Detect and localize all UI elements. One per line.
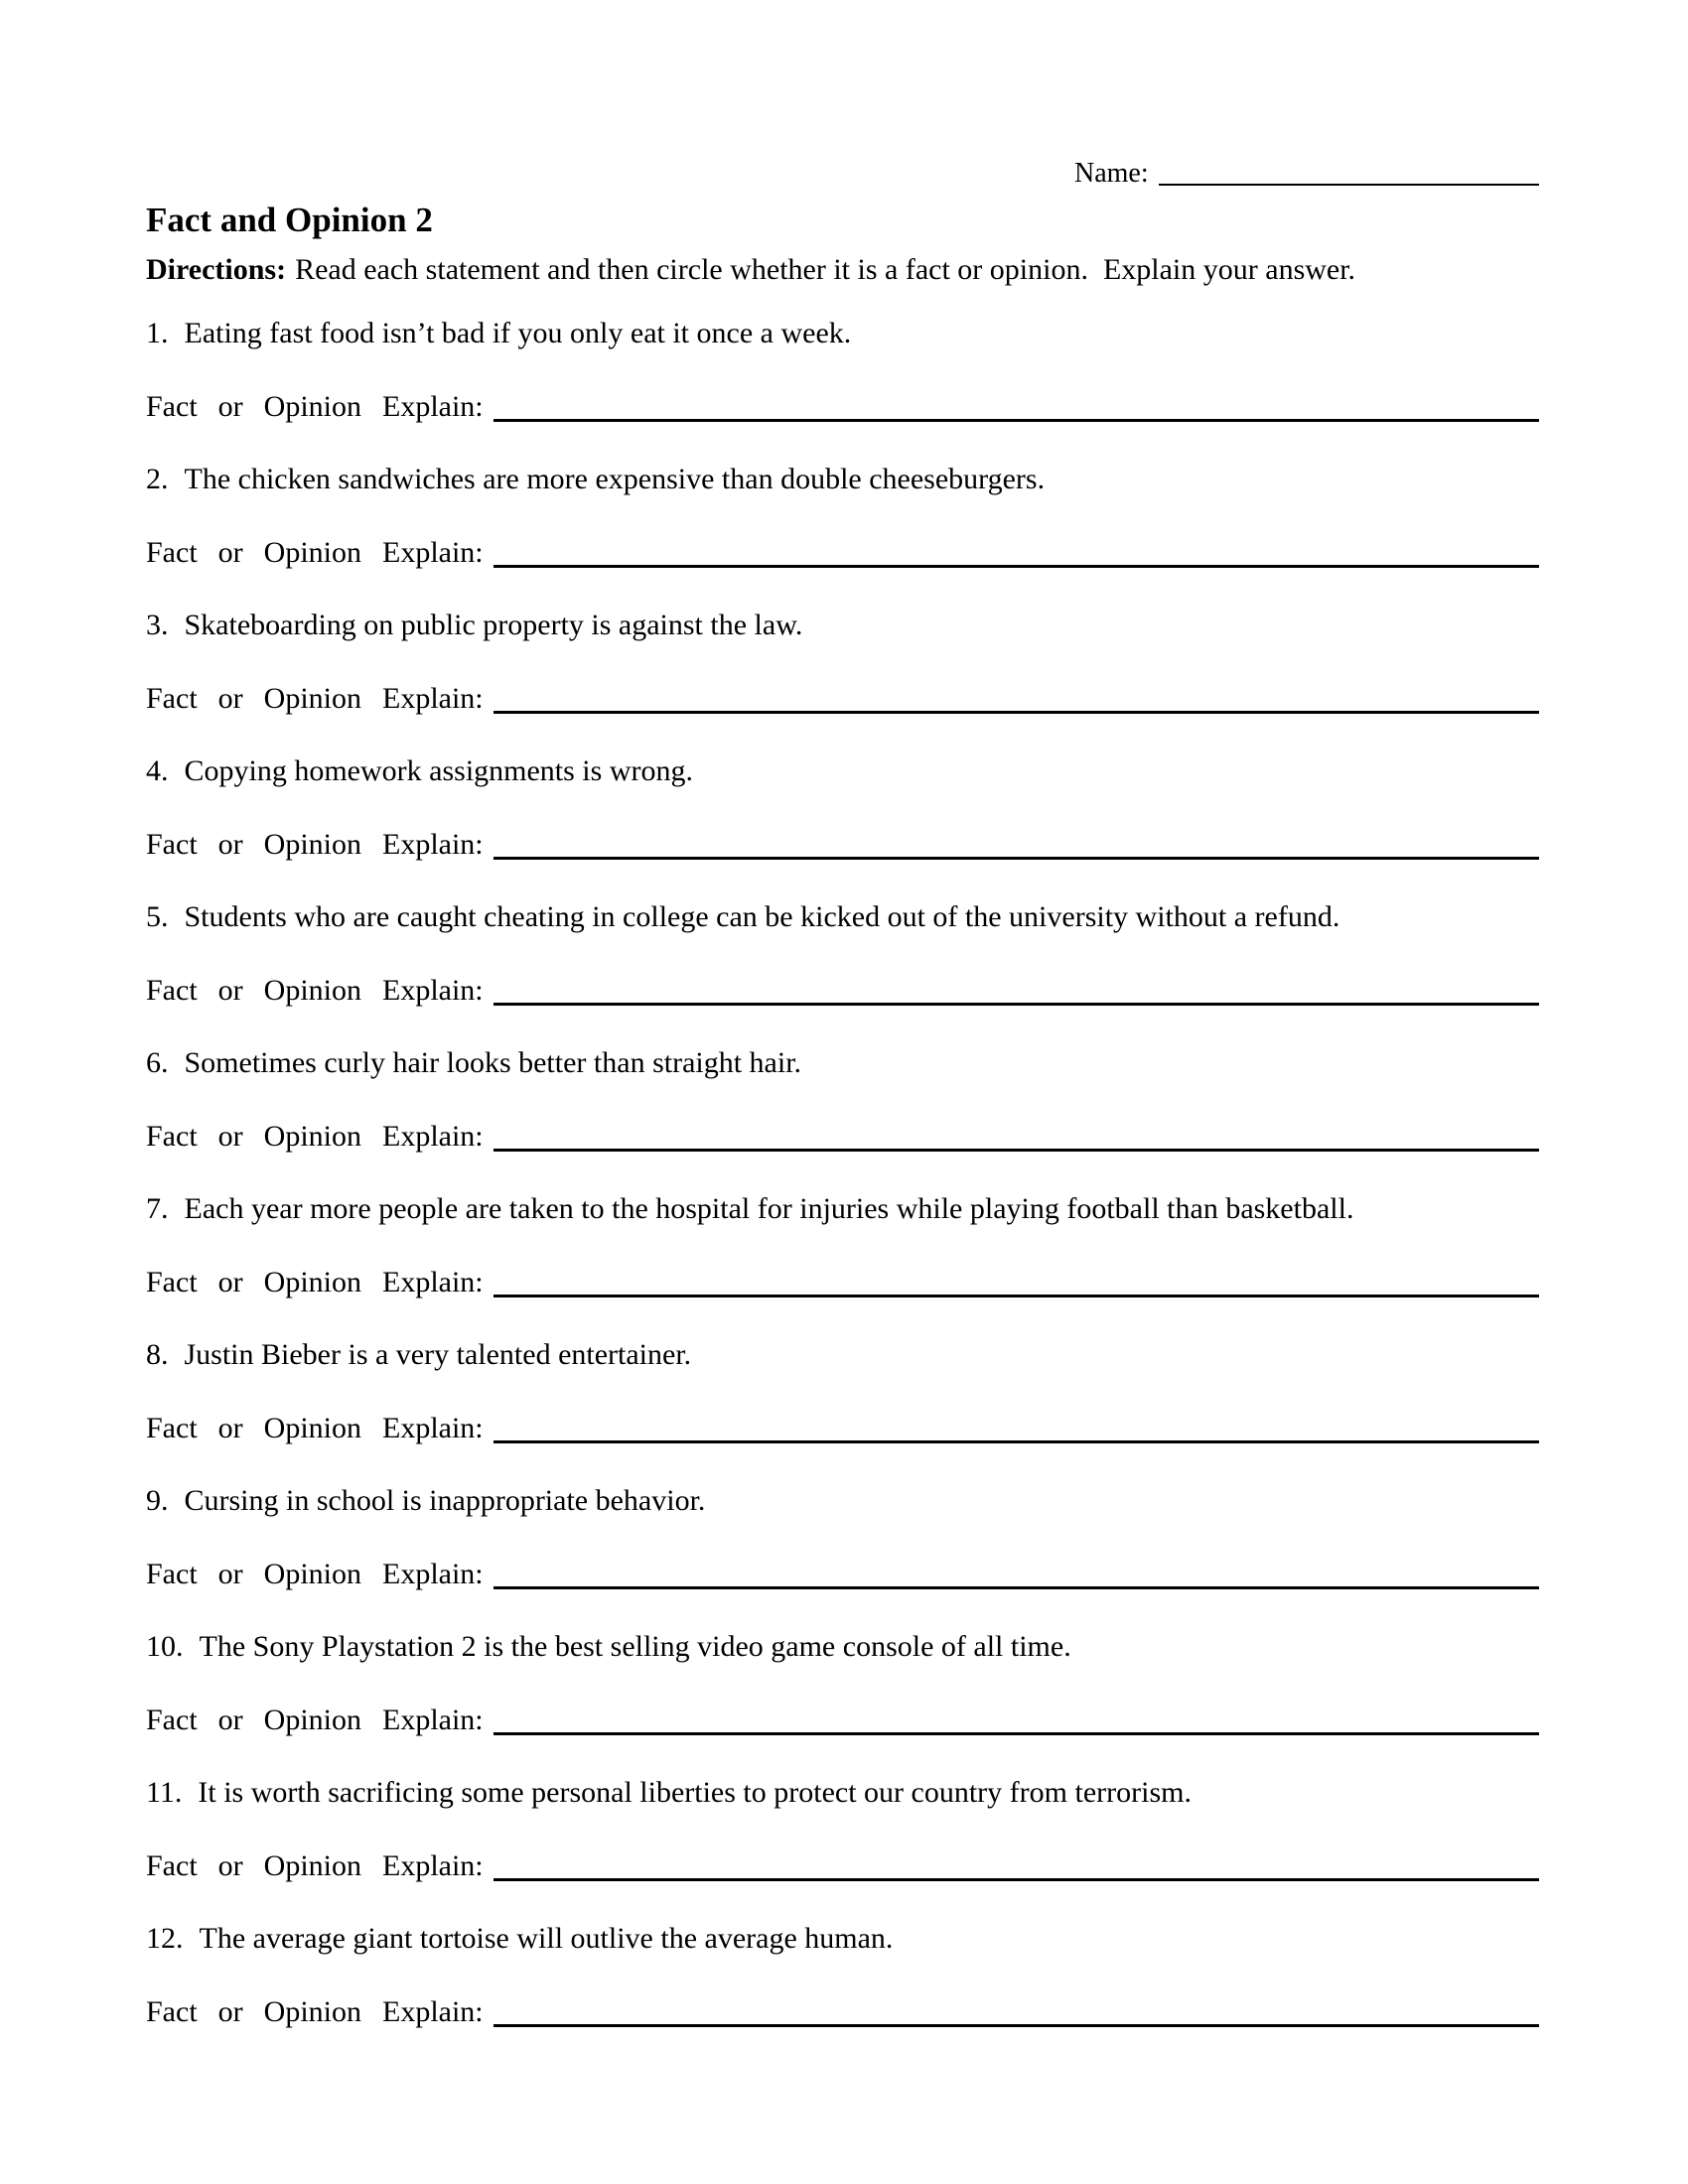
- directions-label: Directions:: [146, 253, 287, 286]
- opinion-choice[interactable]: Opinion: [263, 1704, 361, 1736]
- question-text: Skateboarding on public property is against the law.: [184, 609, 803, 641]
- question-item-7: [146, 1191, 1539, 1300]
- name-row: [1074, 157, 1539, 191]
- fact-choice[interactable]: Fact: [146, 390, 198, 423]
- answer-row: [146, 681, 1539, 717]
- question-number: 4.: [146, 754, 169, 787]
- question-statement: [146, 608, 1539, 643]
- question-item-1: [146, 316, 1539, 425]
- question-item-8: [146, 1337, 1539, 1446]
- question-statement: [146, 899, 1539, 935]
- answer-row: [146, 1265, 1539, 1300]
- opinion-choice[interactable]: Opinion: [263, 1412, 361, 1444]
- question-item-2: [146, 462, 1539, 571]
- fact-choice[interactable]: Fact: [146, 1704, 198, 1736]
- question-text: Copying homework assignments is wrong.: [184, 754, 693, 787]
- question-number: 5.: [146, 900, 169, 933]
- question-item-6: [146, 1045, 1539, 1155]
- fact-choice[interactable]: Fact: [146, 1266, 198, 1298]
- explain-blank-line[interactable]: [493, 710, 1539, 714]
- question-text: The chicken sandwiches are more expensive than double cheeseburgers.: [184, 463, 1046, 495]
- explain-blank-line[interactable]: [493, 1002, 1539, 1006]
- explain-blank-line[interactable]: [493, 1294, 1539, 1297]
- answer-row: [146, 1411, 1539, 1446]
- directions-text: Read each statement and then circle whether it is a fact or opinion. Explain your answer.: [295, 253, 1356, 286]
- question-statement: [146, 1629, 1539, 1665]
- or-label: or: [217, 682, 243, 715]
- explain-label: Explain:: [382, 1266, 484, 1298]
- opinion-choice[interactable]: Opinion: [263, 1849, 361, 1882]
- question-number: 2.: [146, 463, 169, 495]
- or-label: or: [217, 828, 243, 861]
- answer-row: [146, 1703, 1539, 1738]
- explain-label: Explain:: [382, 828, 484, 861]
- explain-label: Explain:: [382, 536, 484, 569]
- question-item-10: [146, 1629, 1539, 1738]
- explain-label: Explain:: [382, 682, 484, 715]
- fact-choice[interactable]: Fact: [146, 828, 198, 861]
- answer-row: [146, 535, 1539, 571]
- or-label: or: [217, 1704, 243, 1736]
- question-item-12: [146, 1921, 1539, 2030]
- question-item-5: [146, 899, 1539, 1009]
- explain-label: Explain:: [382, 1558, 484, 1590]
- explain-blank-line[interactable]: [493, 2023, 1539, 2027]
- or-label: or: [217, 1266, 243, 1298]
- question-number: 7.: [146, 1192, 169, 1225]
- explain-blank-line[interactable]: [493, 1585, 1539, 1589]
- question-statement: [146, 1483, 1539, 1519]
- question-text: Justin Bieber is a very talented entertainer.: [184, 1338, 692, 1371]
- question-number: 12.: [146, 1922, 184, 1955]
- explain-label: Explain:: [382, 1995, 484, 2028]
- question-statement: [146, 462, 1539, 497]
- opinion-choice[interactable]: Opinion: [263, 536, 361, 569]
- opinion-choice[interactable]: Opinion: [263, 1995, 361, 2028]
- fact-choice[interactable]: Fact: [146, 1849, 198, 1882]
- opinion-choice[interactable]: Opinion: [263, 682, 361, 715]
- or-label: or: [217, 1995, 243, 2028]
- explain-label: Explain:: [382, 1412, 484, 1444]
- explain-blank-line[interactable]: [493, 418, 1539, 422]
- answer-row: [146, 389, 1539, 425]
- explain-label: Explain:: [382, 1120, 484, 1153]
- or-label: or: [217, 390, 243, 423]
- opinion-choice[interactable]: Opinion: [263, 828, 361, 861]
- question-statement: [146, 1337, 1539, 1373]
- or-label: or: [217, 1558, 243, 1590]
- question-number: 8.: [146, 1338, 169, 1371]
- question-statement: [146, 1045, 1539, 1081]
- question-number: 6.: [146, 1046, 169, 1079]
- question-text: Cursing in school is inappropriate behavior.: [184, 1484, 706, 1517]
- question-number: 9.: [146, 1484, 169, 1517]
- question-text: It is worth sacrificing some personal liberties to protect our country from terrorism.: [198, 1776, 1192, 1809]
- answer-row: [146, 1119, 1539, 1155]
- question-list: [146, 316, 1539, 2030]
- question-number: 1.: [146, 317, 169, 349]
- or-label: or: [217, 1849, 243, 1882]
- or-label: or: [217, 536, 243, 569]
- question-text: Sometimes curly hair looks better than straight hair.: [184, 1046, 802, 1079]
- or-label: or: [217, 974, 243, 1007]
- question-text: The Sony Playstation 2 is the best selling video game console of all time.: [199, 1630, 1071, 1663]
- fact-choice[interactable]: Fact: [146, 536, 198, 569]
- question-number: 10.: [146, 1630, 184, 1663]
- or-label: or: [217, 1120, 243, 1153]
- name-blank-line[interactable]: [1159, 183, 1539, 186]
- question-number: 3.: [146, 609, 169, 641]
- explain-blank-line[interactable]: [493, 1148, 1539, 1152]
- question-text: Each year more people are taken to the hospital for injuries while playing football than basketball.: [184, 1192, 1354, 1225]
- explain-blank-line[interactable]: [493, 1877, 1539, 1881]
- explain-label: Explain:: [382, 390, 484, 423]
- page-title: Fact and Opinion 2: [146, 201, 433, 239]
- question-statement: [146, 753, 1539, 789]
- opinion-choice[interactable]: Opinion: [263, 390, 361, 423]
- question-item-9: [146, 1483, 1539, 1592]
- opinion-choice[interactable]: Opinion: [263, 1266, 361, 1298]
- explain-blank-line[interactable]: [493, 856, 1539, 860]
- explain-blank-line[interactable]: [493, 1731, 1539, 1735]
- question-text: Students who are caught cheating in college can be kicked out of the university without a refund.: [184, 900, 1340, 933]
- question-item-3: [146, 608, 1539, 717]
- or-label: or: [217, 1412, 243, 1444]
- explain-blank-line[interactable]: [493, 564, 1539, 568]
- question-statement: [146, 1921, 1539, 1957]
- question-item-4: [146, 753, 1539, 863]
- question-statement: [146, 1775, 1539, 1811]
- fact-choice[interactable]: Fact: [146, 1995, 198, 2028]
- fact-choice[interactable]: Fact: [146, 974, 198, 1007]
- answer-row: [146, 1557, 1539, 1592]
- fact-choice[interactable]: Fact: [146, 1412, 198, 1444]
- answer-row: [146, 973, 1539, 1009]
- explain-label: Explain:: [382, 974, 484, 1007]
- name-label: Name:: [1074, 158, 1149, 189]
- explain-label: Explain:: [382, 1849, 484, 1882]
- opinion-choice[interactable]: Opinion: [263, 1558, 361, 1590]
- opinion-choice[interactable]: Opinion: [263, 1120, 361, 1153]
- fact-choice[interactable]: Fact: [146, 1120, 198, 1153]
- fact-choice[interactable]: Fact: [146, 682, 198, 715]
- question-statement: [146, 316, 1539, 351]
- fact-choice[interactable]: Fact: [146, 1558, 198, 1590]
- answer-row: [146, 1848, 1539, 1884]
- question-text: The average giant tortoise will outlive the average human.: [199, 1922, 894, 1955]
- answer-row: [146, 1994, 1539, 2030]
- question-number: 11.: [146, 1776, 183, 1809]
- explain-label: Explain:: [382, 1704, 484, 1736]
- answer-row: [146, 827, 1539, 863]
- question-statement: [146, 1191, 1539, 1227]
- question-text: Eating fast food isn’t bad if you only eat it once a week.: [184, 317, 852, 349]
- opinion-choice[interactable]: Opinion: [263, 974, 361, 1007]
- directions: [146, 252, 1539, 288]
- question-item-11: [146, 1775, 1539, 1884]
- explain-blank-line[interactable]: [493, 1439, 1539, 1443]
